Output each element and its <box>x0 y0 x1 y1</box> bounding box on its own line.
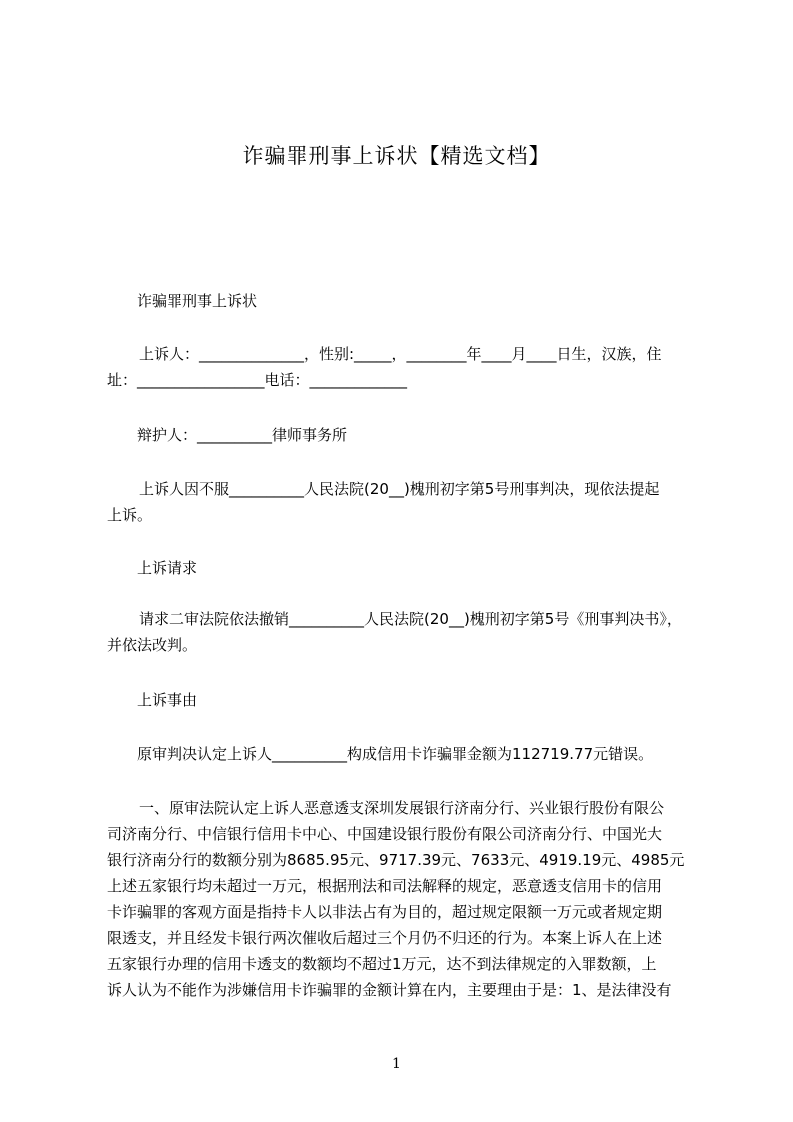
point1-line: 一、原审法院认定上诉人恶意透支深圳发展银行济南分行、兴业银行股份有限公 <box>139 799 665 817</box>
point1-line: 上述五家银行均未超过一万元，根据刑法和司法解释的规定，恶意透支信用卡的信用 <box>107 877 663 895</box>
document-heading: 诈骗罪刑事上诉状 <box>137 292 258 310</box>
section-heading-grounds: 上诉事由 <box>137 691 198 709</box>
request-line-2: 并依法改判。 <box>107 636 198 654</box>
appellant-info <box>107 341 699 393</box>
appellant-line-1: 上诉人：______________，性别:_____，________年____月____日生，汉族，住 <box>139 345 662 363</box>
section-heading-request: 上诉请求 <box>137 559 198 577</box>
grounds-point-1 <box>107 795 699 1003</box>
reason-line-2: 上诉。 <box>107 506 153 524</box>
reason-line-1: 上诉人因不服__________人民法院(20__)槐刑初字第5号刑事判决，现依法提起 <box>139 480 660 498</box>
defender-line: 辩护人：__________律师事务所 <box>137 426 348 444</box>
grounds-intro: 原审判决认定上诉人__________构成信用卡诈骗罪金额为112719.77元错误。 <box>137 745 654 763</box>
appeal-request <box>107 606 699 658</box>
point1-line: 司济南分行、中信银行信用卡中心、中国建设银行股份有限公司济南分行、中国光大 <box>107 825 663 843</box>
point1-line: 限透支，并且经发卡银行两次催收后超过三个月仍不归还的行为。本案上诉人在上述 <box>107 929 663 947</box>
point1-line: 诉人认为不能作为涉嫌信用卡诈骗罪的金额计算在内，主要理由于是：1、是法律没有 <box>107 981 672 999</box>
request-line-1: 请求二审法院依法撤销__________人民法院(20__)槐刑初字第5号《刑事判决书》， <box>139 610 682 628</box>
point1-line: 五家银行办理的信用卡透支的数额均不超过1万元，达不到法律规定的入罪数额，上 <box>107 955 657 973</box>
point1-line: 卡诈骗罪的客观方面是指持卡人以非法占有为目的，超过规定限额一万元或者规定期 <box>107 903 663 921</box>
point1-line: 银行济南分行的数额分别为8685.95元、9717.39元、7633元、4919.19元、4985元 <box>107 851 685 869</box>
page-number: 1 <box>392 1056 401 1072</box>
appeal-reason <box>107 476 699 528</box>
appellant-line-2: 址：_________________电话：_____________ <box>107 371 408 389</box>
document-title: 诈骗罪刑事上诉状【精选文档】 <box>242 144 551 168</box>
